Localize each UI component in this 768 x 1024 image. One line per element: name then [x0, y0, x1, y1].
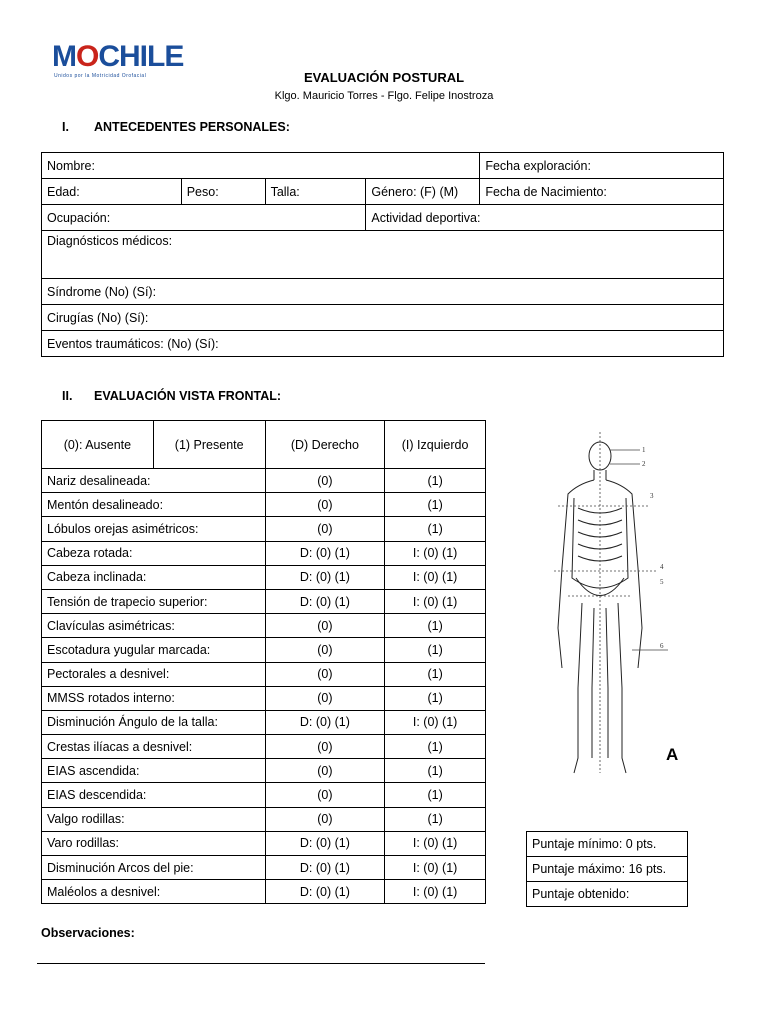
- row-izquierdo-value[interactable]: I: (0) (1): [385, 589, 486, 613]
- table-row: [42, 710, 486, 734]
- document-title: EVALUACIÓN POSTURAL: [303, 70, 465, 85]
- row-derecho-value[interactable]: D: (0) (1): [265, 710, 385, 734]
- row-derecho-value[interactable]: (0): [265, 735, 385, 759]
- row-label: Disminución Ángulo de la talla:: [42, 710, 266, 734]
- figure-mark-1: 1: [642, 446, 646, 454]
- table-row: [42, 856, 486, 880]
- logo-wordmark: MOCHILE: [52, 40, 184, 73]
- skeleton-figure: [548, 428, 668, 783]
- row-izquierdo-value[interactable]: (1): [385, 783, 486, 807]
- frontal-rows: [42, 469, 486, 904]
- row-label: Cabeza rotada:: [42, 541, 266, 565]
- row-label: Mentón desalineado:: [42, 493, 266, 517]
- table-row: [42, 517, 486, 541]
- field-nombre[interactable]: Nombre:: [42, 153, 480, 179]
- row-derecho-value[interactable]: (0): [265, 638, 385, 662]
- observaciones-line[interactable]: [37, 963, 485, 964]
- table-row: [42, 614, 486, 638]
- row-izquierdo-value[interactable]: (1): [385, 614, 486, 638]
- row-label: MMSS rotados interno:: [42, 686, 266, 710]
- header-presente: (1) Presente: [153, 421, 265, 469]
- field-fecha-nacimiento[interactable]: Fecha de Nacimiento:: [480, 179, 724, 205]
- row-label: Varo rodillas:: [42, 831, 266, 855]
- row-derecho-value[interactable]: (0): [265, 662, 385, 686]
- table-row: [42, 662, 486, 686]
- row-izquierdo-value[interactable]: (1): [385, 638, 486, 662]
- personal-data-table: [41, 152, 724, 357]
- row-izquierdo-value[interactable]: (1): [385, 807, 486, 831]
- row-izquierdo-value[interactable]: I: (0) (1): [385, 856, 486, 880]
- table-row: [42, 759, 486, 783]
- figure-mark-2: 2: [642, 460, 646, 468]
- table-row: [42, 638, 486, 662]
- table-row: [42, 880, 486, 904]
- row-izquierdo-value[interactable]: I: (0) (1): [385, 880, 486, 904]
- row-izquierdo-value[interactable]: I: (0) (1): [385, 565, 486, 589]
- row-derecho-value[interactable]: (0): [265, 517, 385, 541]
- row-derecho-value[interactable]: (0): [265, 469, 385, 493]
- frontal-evaluation-table: [41, 420, 486, 904]
- row-izquierdo-value[interactable]: (1): [385, 469, 486, 493]
- row-derecho-value[interactable]: D: (0) (1): [265, 831, 385, 855]
- row-label: Lóbulos orejas asimétricos:: [42, 517, 266, 541]
- row-derecho-value[interactable]: (0): [265, 807, 385, 831]
- table-row: [42, 541, 486, 565]
- table-row: [42, 686, 486, 710]
- row-izquierdo-value[interactable]: I: (0) (1): [385, 541, 486, 565]
- row-label: Valgo rodillas:: [42, 807, 266, 831]
- figure-torso: [572, 498, 628, 588]
- field-genero[interactable]: Género: (F) (M): [366, 179, 480, 205]
- score-table: [526, 831, 688, 907]
- table-row: [42, 493, 486, 517]
- row-label: Disminución Arcos del pie:: [42, 856, 266, 880]
- row-label: Tensión de trapecio superior:: [42, 589, 266, 613]
- row-label: EIAS ascendida:: [42, 759, 266, 783]
- field-peso[interactable]: Peso:: [181, 179, 265, 205]
- field-actividad-deportiva[interactable]: Actividad deportiva:: [366, 205, 724, 231]
- field-sindrome[interactable]: Síndrome (No) (Sí):: [42, 279, 724, 305]
- row-derecho-value[interactable]: D: (0) (1): [265, 856, 385, 880]
- row-derecho-value[interactable]: (0): [265, 493, 385, 517]
- figure-mark-5: 5: [660, 578, 664, 586]
- row-label: Crestas ilíacas a desnivel:: [42, 735, 266, 759]
- row-label: Maléolos a desnivel:: [42, 880, 266, 904]
- field-diagnosticos[interactable]: Diagnósticos médicos:: [42, 231, 724, 279]
- score-max: Puntaje máximo: 16 pts.: [527, 857, 688, 882]
- header-derecho: (D) Derecho: [265, 421, 385, 469]
- row-izquierdo-value[interactable]: (1): [385, 759, 486, 783]
- table-row: [42, 807, 486, 831]
- document-authors: Klgo. Mauricio Torres - Flgo. Felipe Inostroza: [274, 90, 494, 102]
- row-derecho-value[interactable]: (0): [265, 614, 385, 638]
- field-cirugias[interactable]: Cirugías (No) (Sí):: [42, 305, 724, 331]
- row-izquierdo-value[interactable]: I: (0) (1): [385, 710, 486, 734]
- figure-left-arm: [558, 480, 594, 668]
- row-izquierdo-value[interactable]: (1): [385, 493, 486, 517]
- row-derecho-value[interactable]: (0): [265, 686, 385, 710]
- figure-mark-3: 3: [650, 492, 654, 500]
- score-obtained[interactable]: Puntaje obtenido:: [527, 882, 688, 907]
- logo-subtitle: Unidos por la Motricidad Orofacial: [54, 73, 147, 79]
- row-izquierdo-value[interactable]: (1): [385, 662, 486, 686]
- section-heading-antecedentes: I. ANTECEDENTES PERSONALES:: [62, 120, 290, 134]
- table-row: [42, 783, 486, 807]
- figure-neck: [594, 470, 606, 480]
- row-derecho-value[interactable]: (0): [265, 783, 385, 807]
- row-derecho-value[interactable]: D: (0) (1): [265, 541, 385, 565]
- figure-label: A: [666, 745, 679, 764]
- table-row: [42, 735, 486, 759]
- row-label: Cabeza inclinada:: [42, 565, 266, 589]
- section-heading-vista-frontal: II. EVALUACIÓN VISTA FRONTAL:: [62, 389, 282, 403]
- figure-inner-legs: [592, 608, 608, 758]
- row-label: Escotadura yugular marcada:: [42, 638, 266, 662]
- figure-mark-4: 4: [660, 563, 664, 571]
- header-izquierdo: (I) Izquierdo: [385, 421, 486, 469]
- field-talla[interactable]: Talla:: [265, 179, 366, 205]
- table-row: [42, 469, 486, 493]
- row-izquierdo-value[interactable]: (1): [385, 735, 486, 759]
- row-label: Nariz desalineada:: [42, 469, 266, 493]
- field-eventos-traumaticos[interactable]: Eventos traumáticos: (No) (Sí):: [42, 331, 724, 357]
- row-label: Pectorales a desnivel:: [42, 662, 266, 686]
- row-label: Clavículas asimétricas:: [42, 614, 266, 638]
- row-izquierdo-value[interactable]: I: (0) (1): [385, 831, 486, 855]
- field-fecha-exploracion[interactable]: Fecha exploración:: [480, 153, 724, 179]
- table-row: [42, 565, 486, 589]
- field-edad[interactable]: Edad:: [42, 179, 182, 205]
- row-derecho-value[interactable]: D: (0) (1): [265, 565, 385, 589]
- row-derecho-value[interactable]: D: (0) (1): [265, 880, 385, 904]
- figure-mark-6: 6: [660, 642, 664, 650]
- table-row: [42, 831, 486, 855]
- observaciones-label: Observaciones:: [41, 926, 135, 940]
- row-label: EIAS descendida:: [42, 783, 266, 807]
- header-ausente: (0): Ausente: [42, 421, 154, 469]
- figure-right-arm: [606, 480, 642, 668]
- row-izquierdo-value[interactable]: (1): [385, 686, 486, 710]
- row-derecho-value[interactable]: D: (0) (1): [265, 589, 385, 613]
- row-izquierdo-value[interactable]: (1): [385, 517, 486, 541]
- table-row: [42, 589, 486, 613]
- row-derecho-value[interactable]: (0): [265, 759, 385, 783]
- field-ocupacion[interactable]: Ocupación:: [42, 205, 366, 231]
- score-min: Puntaje mínimo: 0 pts.: [527, 832, 688, 857]
